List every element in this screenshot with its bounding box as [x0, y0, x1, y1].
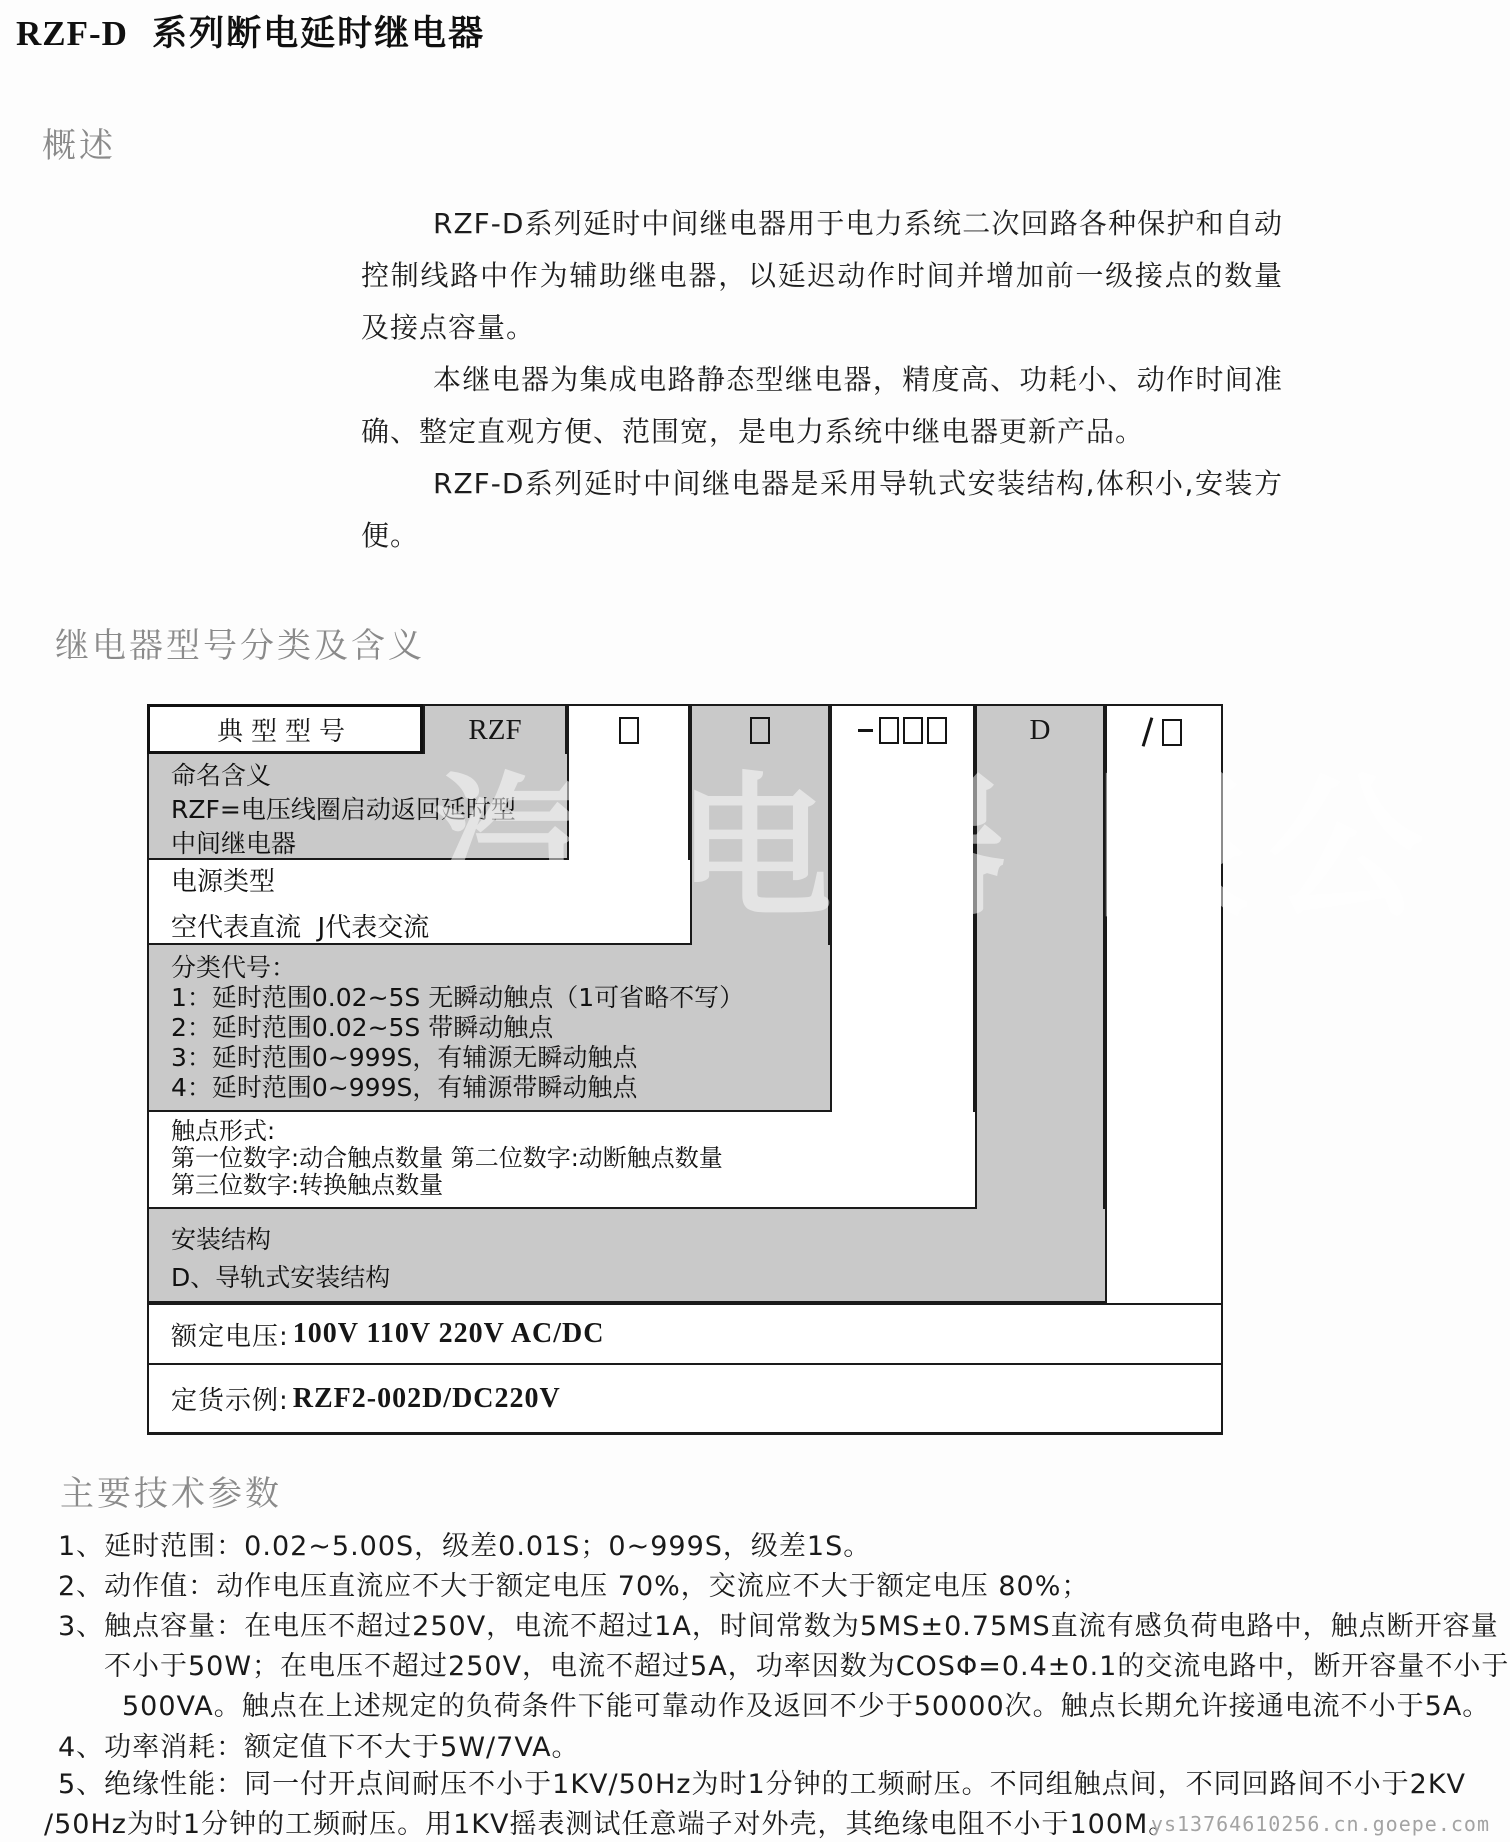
overview-paragraph: 本继电器为集成电路静态型继电器，精度高、功耗小、动作时间准确、整定直观方便、范围宽，是电力系统中继电器更新产品。: [361, 363, 1283, 448]
dash-and-boxes-icon: [832, 717, 973, 744]
section-line: 4：延时范围0~999S，有辅源带瞬动触点: [171, 1073, 638, 1102]
code-segment-mounting-label: D: [1029, 714, 1051, 746]
slash-and-box-icon: [1107, 717, 1221, 747]
section-line: 2：延时范围0.02~5S 带瞬动触点: [171, 1013, 554, 1042]
tech-param-line: 1、延时范围：0.02~5.00S，级差0.01S；0~999S，级差1S。: [58, 1531, 872, 1562]
section-power-type: [147, 860, 690, 945]
order-example-label: 定货示例:: [171, 1386, 289, 1416]
placeholder-box-icon: [569, 717, 688, 744]
model-classification-heading: 继电器型号分类及含义: [55, 626, 425, 666]
tech-param-line: 4、功率消耗：额定值下不大于5W/7VA。: [58, 1732, 580, 1763]
overview-paragraph: RZF-D系列延时中间继电器是采用导轨式安装结构,体积小,安装方便。: [361, 467, 1283, 552]
section-line: 1：延时范围0.02~5S 无瞬动触点（1可省略不写）: [171, 983, 745, 1012]
section-mounting-structure: [147, 1209, 1105, 1303]
overview-heading: 概述: [42, 126, 116, 166]
overview-paragraphs: [361, 198, 1283, 562]
model-code-diagram: [147, 704, 1441, 1435]
section-line: 第一位数字:动合触点数量 第二位数字:动断触点数量: [171, 1144, 723, 1172]
section-line: 空代表直流 J代表交流: [171, 913, 430, 943]
section-line: D、导轨式安装结构: [171, 1263, 391, 1292]
order-example-value: RZF2-002D/DC220V: [292, 1382, 561, 1414]
section-line: 第三位数字:转换触点数量: [171, 1171, 444, 1199]
section-line: 触点形式:: [171, 1117, 276, 1145]
section-line: 中间继电器: [171, 829, 297, 858]
page-title: [16, 6, 485, 56]
title-series-text: 系列断电延时继电器: [152, 14, 486, 54]
section-line: 安装结构: [171, 1225, 272, 1254]
section-line: RZF=电压线圈启动返回延时型: [171, 795, 516, 824]
section-line: 分类代号：: [171, 953, 297, 982]
overview-paragraph: RZF-D系列延时中间继电器用于电力系统二次回路各种保护和自动控制线路中作为辅助继电器，以延迟动作时间并增加前一级接点的数量及接点容量。: [361, 207, 1283, 344]
section-line: 命名含义: [171, 761, 272, 790]
rated-voltage-row: [147, 1303, 1223, 1363]
code-segment-rzf-label: RZF: [468, 714, 522, 746]
tech-param-line: 不小于50W；在电压不超过250V，电流不超过5A，功率因数为COSΦ=0.4±0.1的交流电路中，断开容量不小于: [104, 1651, 1510, 1682]
order-example-row: [147, 1363, 1223, 1435]
section-line: 电源类型: [171, 867, 276, 897]
tech-param-line: /50Hz为时1分钟的工频耐压。用1KV摇表测试任意端子对外壳，其绝缘电阻不小于100M。: [44, 1809, 1177, 1840]
section-line: 3：延时范围0~999S，有辅源无瞬动触点: [171, 1043, 638, 1072]
section-contact-form: [147, 1112, 975, 1209]
typical-model-header-cell: 典型型号: [147, 704, 423, 754]
tech-param-line: 500VA。触点在上述规定的负荷条件下能可靠动作及返回不少于50000次。触点长期允许接通电流不小于5A。: [122, 1691, 1491, 1722]
rated-voltage-value: 100V 110V 220V AC/DC: [292, 1318, 605, 1349]
company-watermark: 汽 电器 限公: [432, 758, 1441, 939]
code-segment-voltage-placeholder: [1105, 704, 1223, 1303]
rated-voltage-label: 额定电压:: [171, 1321, 289, 1352]
section-class-code: [147, 945, 830, 1112]
tech-param-line: 3、触点容量：在电压不超过250V，电流不超过1A，时间常数为5MS±0.75MS直流有感负荷电路中，触点断开容量: [58, 1611, 1499, 1642]
placeholder-box-icon: [692, 717, 828, 744]
tech-param-line: 2、动作值：动作电压直流应不大于额定电压 70%，交流应不大于额定电压 80%；: [58, 1571, 1090, 1602]
tech-params-heading: 主要技术参数: [60, 1474, 282, 1514]
section-naming-meaning: [147, 754, 567, 860]
tech-param-line: 5、绝缘性能：同一付开点间耐压不小于1KV/50Hz为时1分钟的工频耐压。不同组触点间，不同回路间不小于2KV: [58, 1769, 1466, 1800]
title-model-code: RZF-D: [16, 14, 128, 53]
footer-site-text: ys13764610256.cn.goepe.com: [1150, 1812, 1490, 1836]
